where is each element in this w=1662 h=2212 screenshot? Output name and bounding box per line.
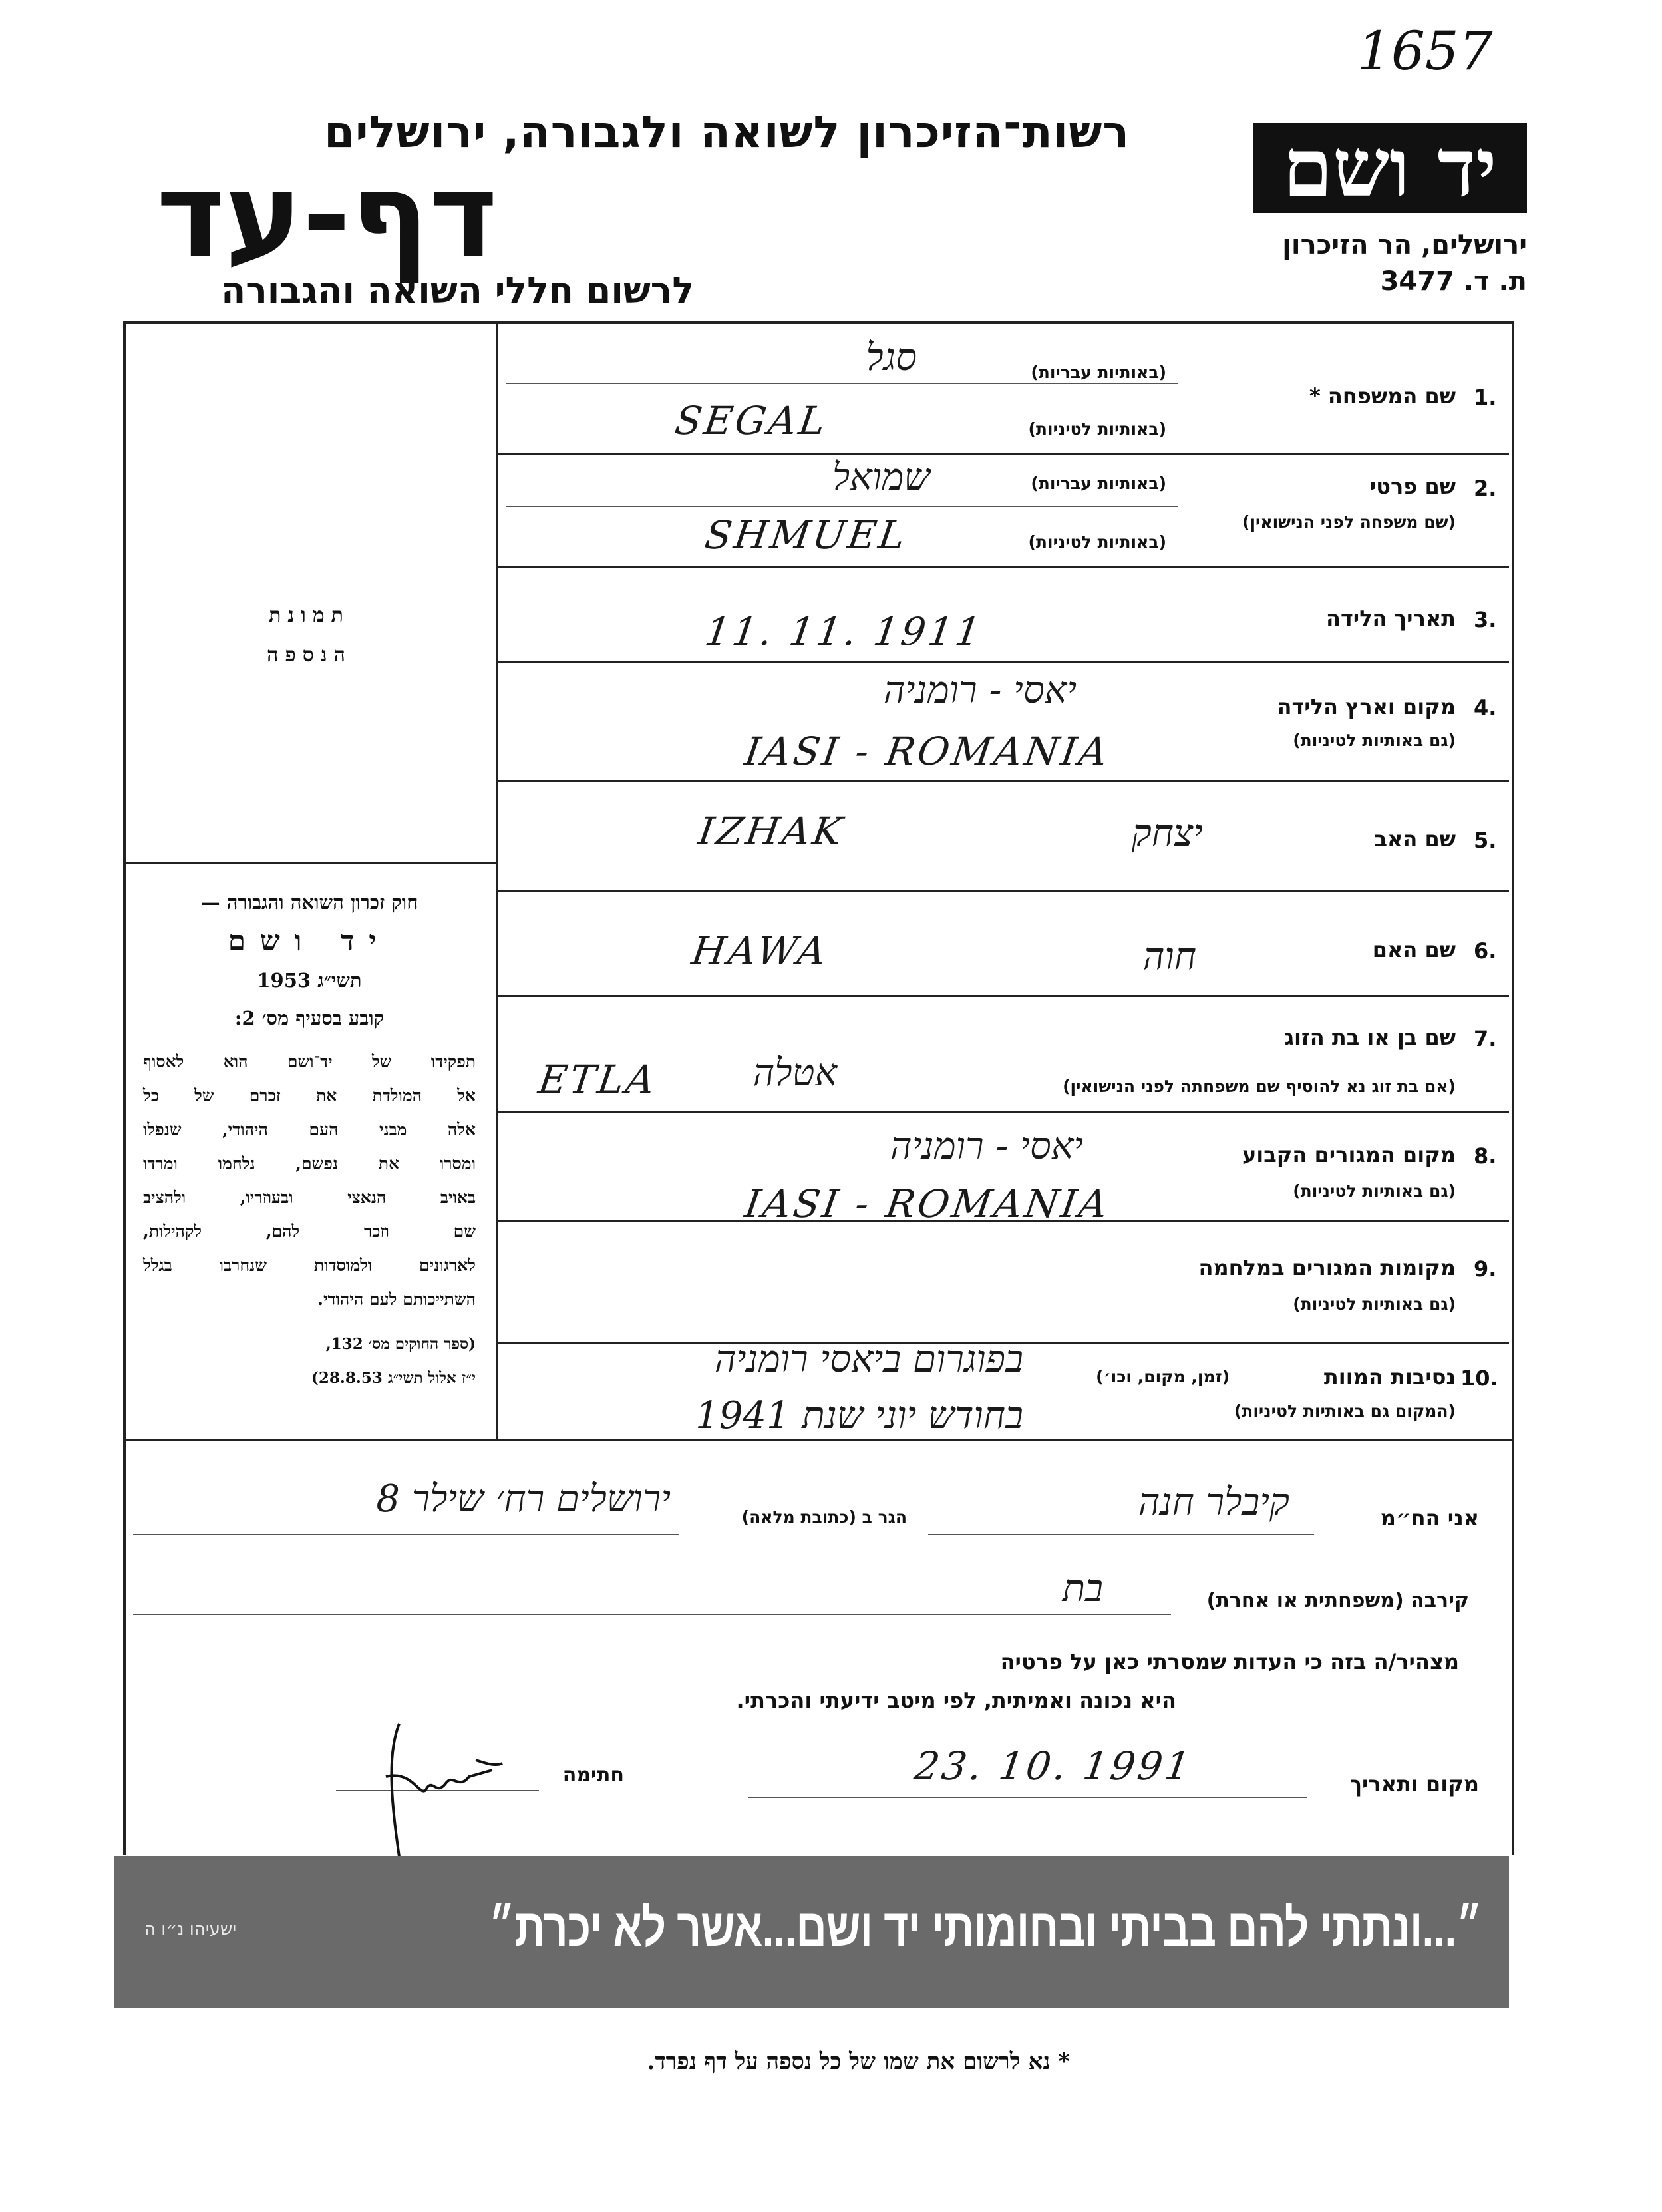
field-number: 2. bbox=[1474, 476, 1497, 501]
hint-hebrew: (באותיות עבריות) bbox=[1031, 363, 1166, 382]
relation-value[interactable]: בת bbox=[1062, 1567, 1103, 1610]
declaration-divider bbox=[123, 1439, 1512, 1441]
field-label-first-name: שם פרטי bbox=[1369, 474, 1456, 499]
statement-line-1: מצהיר/ה בזה כי העדות שמסרתי כאן על פרטיה bbox=[1000, 1649, 1459, 1674]
field-label-mother-name: שם האם bbox=[1372, 937, 1456, 962]
father-name-latin: IZHAK bbox=[695, 809, 848, 854]
law-line: לארגונים ולמוסדות שנחרבו בגלל bbox=[143, 1256, 476, 1275]
law-text bbox=[143, 1045, 476, 1316]
birth-place-latin: IASI - ROMANIA bbox=[742, 729, 1113, 774]
quote-banner bbox=[114, 1856, 1509, 2008]
archive-number: 1657 bbox=[1357, 20, 1493, 82]
column-divider bbox=[496, 321, 498, 1439]
signature-label: חתימה bbox=[562, 1763, 624, 1787]
father-name-hebrew: יצחק bbox=[1131, 812, 1203, 855]
left-column-divider bbox=[123, 862, 496, 864]
field-label-birth-date: תאריך הלידה bbox=[1325, 606, 1456, 631]
field-label-father-name: שם האב bbox=[1374, 827, 1456, 852]
law-line: אל המולדת את זכרם של כל bbox=[143, 1086, 476, 1105]
spouse-name-hebrew: אטלה bbox=[752, 1051, 837, 1095]
law-line: השתייכותם לעם היהודי. bbox=[317, 1290, 476, 1309]
death-circumstances-1: בפוגרום ביאסי רומניה bbox=[714, 1338, 1023, 1381]
law-line: תפקידו של יד־ושם הוא לאסוף bbox=[143, 1052, 476, 1071]
residence-latin: IASI - ROMANIA bbox=[742, 1181, 1113, 1226]
spouse-name-latin: ETLA bbox=[536, 1057, 661, 1102]
field-number: 9. bbox=[1474, 1256, 1497, 1282]
hint-also-latin: (גם באותיות לטיניות) bbox=[1293, 1181, 1456, 1200]
field-number: 6. bbox=[1474, 938, 1497, 964]
law-line: שם וזכר להם, לקהילות, bbox=[143, 1222, 476, 1241]
hint-latin: (באותיות לטיניות) bbox=[1028, 532, 1166, 552]
spouse-note: (אם בת זוג נא להוסיף שם משפחתה לפני הנישואין) bbox=[1063, 1077, 1456, 1096]
row-line bbox=[506, 506, 1178, 507]
logo-text: יד ושם bbox=[1283, 120, 1497, 215]
yad-vashem-logo bbox=[1253, 120, 1527, 215]
law-clause: קובע בסעיף מס׳ 2: bbox=[234, 1007, 385, 1029]
hint-latin: (באותיות לטיניות) bbox=[1028, 419, 1166, 439]
field-label-birth-place: מקום וארץ הלידה bbox=[1277, 694, 1456, 719]
address-line bbox=[133, 1534, 679, 1535]
address-label: הגר ב (כתובת מלאה) bbox=[741, 1507, 907, 1527]
place-date-label: מקום ותאריך bbox=[1349, 1771, 1479, 1797]
banner-source: ישעיהו נ״ו ה bbox=[144, 1919, 237, 1939]
law-line: ומסרו את נפשם, נלחמו ומרדו bbox=[143, 1154, 476, 1173]
death-circumstances-2: בחודש יוני שנת 1941 bbox=[695, 1394, 1023, 1437]
law-line: באויב הנאצי ובעוזריו, ולהציב bbox=[143, 1188, 476, 1207]
row-divider bbox=[496, 780, 1509, 782]
death-hint-2: (המקום גם באותיות לטיניות) bbox=[1234, 1401, 1456, 1421]
field-number: 10. bbox=[1460, 1366, 1498, 1391]
law-name: יד ושם bbox=[228, 924, 391, 957]
row-line bbox=[506, 383, 1178, 384]
undersigned-value[interactable]: קיבלר חנה bbox=[1138, 1481, 1289, 1524]
hint-also-latin: (גם באותיות לטיניות) bbox=[1293, 1294, 1456, 1314]
hint-hebrew: (באותיות עבריות) bbox=[1031, 474, 1166, 493]
address-value[interactable]: ירושלים רח׳ שילר 8 bbox=[376, 1477, 671, 1521]
form-subtitle: לרשום חללי השואה והגבורה bbox=[221, 270, 694, 311]
field-number: 8. bbox=[1474, 1143, 1497, 1169]
law-title: חוק זכרון השואה והגבורה — bbox=[200, 891, 418, 914]
hint-maiden: (שם משפחה לפני הנישואין) bbox=[1242, 512, 1456, 532]
row-divider bbox=[496, 453, 1509, 455]
hint-also-latin: (גם באותיות לטיניות) bbox=[1293, 731, 1456, 750]
birth-date: 11. 11. 1911 bbox=[702, 609, 986, 654]
relation-line bbox=[133, 1614, 1171, 1615]
photo-label bbox=[123, 596, 496, 675]
undersigned-line bbox=[928, 1534, 1314, 1535]
signature[interactable] bbox=[359, 1697, 532, 1870]
law-source-2: י״ז אלול תשי״ג 28.8.53) bbox=[311, 1369, 476, 1387]
law-section bbox=[143, 885, 476, 1395]
row-divider bbox=[496, 1111, 1509, 1113]
field-label-death-circumstances: נסיבות המוות bbox=[1323, 1364, 1456, 1389]
family-name-hebrew: סגל bbox=[866, 336, 917, 379]
undersigned-label: אני הח״מ bbox=[1380, 1505, 1479, 1531]
mother-name-hebrew: חוה bbox=[1142, 935, 1196, 978]
banner-quote: ״...ונתתי להם בביתי ובחומותי יד ושם...אשר לא יכרת״ bbox=[488, 1898, 1482, 1957]
footnote: * נא לרשום את שמו של כל נספה על דף נפרד. bbox=[647, 2048, 1070, 2075]
mother-name-latin: HAWA bbox=[689, 928, 832, 974]
field-label-permanent-residence: מקום המגורים הקבוע bbox=[1242, 1142, 1456, 1167]
first-name-hebrew: שמואל bbox=[832, 456, 930, 499]
row-divider bbox=[496, 661, 1509, 663]
address-line: ירושלים, הר הזיכרון bbox=[1282, 230, 1527, 260]
field-label-wartime-residence: מקומות המגורים במלחמה bbox=[1198, 1255, 1456, 1280]
photo-label-1: תמונת bbox=[269, 604, 350, 627]
form-title: דף-עד bbox=[156, 148, 498, 283]
statement-line-2: היא נכונה ואמיתית, לפי מיטב ידיעתי והכרתי. bbox=[736, 1688, 1176, 1713]
photo-label-2: הנספה bbox=[267, 644, 352, 667]
family-name-latin: SEGAL bbox=[672, 398, 831, 443]
row-divider bbox=[496, 890, 1509, 892]
law-source-1: (ספר החוקים מס׳ 132, bbox=[325, 1335, 476, 1353]
po-box: ת. ד. 3477 bbox=[1380, 266, 1527, 297]
first-name-latin: SHMUEL bbox=[702, 512, 911, 558]
relation-label: קירבה (משפחתית או אחרת) bbox=[1206, 1589, 1469, 1612]
field-number: 1. bbox=[1474, 385, 1497, 410]
field-number: 7. bbox=[1474, 1026, 1497, 1051]
birth-place-hebrew: יאסי - רומניה bbox=[883, 669, 1077, 712]
death-hint: (זמן, מקום, וכו׳) bbox=[1096, 1367, 1230, 1386]
place-date-line bbox=[748, 1797, 1307, 1798]
place-date-value[interactable]: 23. 10. 1991 bbox=[912, 1744, 1196, 1789]
field-number: 5. bbox=[1474, 828, 1497, 853]
field-number: 4. bbox=[1474, 695, 1497, 721]
row-divider bbox=[496, 995, 1509, 997]
field-number: 3. bbox=[1474, 607, 1497, 632]
law-line: אלה מבני העם היהודי, שנפלו bbox=[143, 1120, 476, 1139]
authority-title: רשות־הזיכרון לשואה ולגבורה, ירושלים bbox=[324, 106, 1130, 158]
law-year: תשי״ג 1953 bbox=[257, 969, 362, 992]
residence-hebrew: יאסי - רומניה bbox=[890, 1125, 1083, 1168]
field-label-spouse-name: שם בן או בת הזוג bbox=[1284, 1025, 1456, 1050]
field-label-family-name: שם המשפחה * bbox=[1309, 383, 1456, 409]
row-divider bbox=[496, 566, 1509, 568]
